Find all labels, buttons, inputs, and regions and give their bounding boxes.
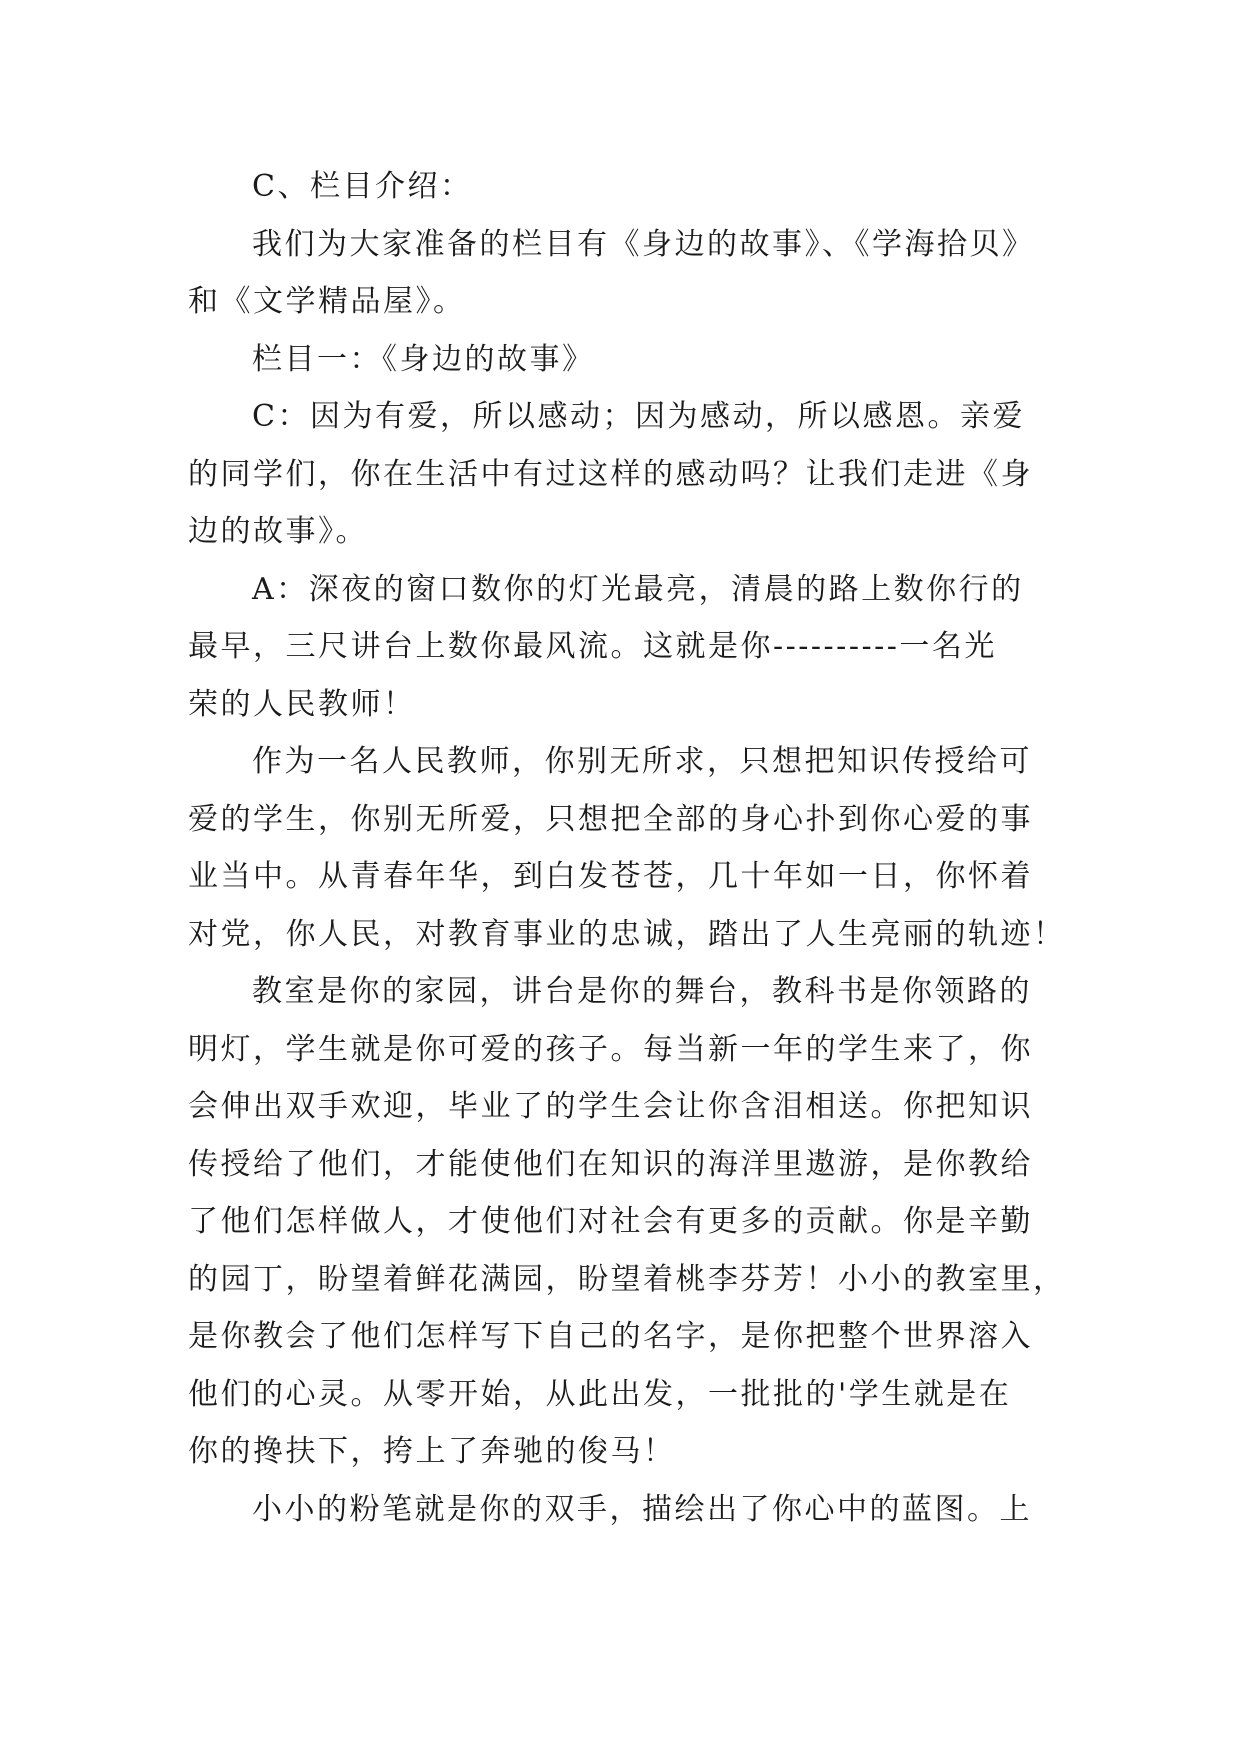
paragraph-line: 了他们怎样做人，才使他们对社会有更多的贡献。你是辛勤 (188, 1204, 1033, 1239)
paragraph-line: 爱的学生，你别无所爱，只想把全部的身心扑到你心爱的事 (188, 801, 1033, 837)
paragraph-line: 的同学们，你在生活中有过这样的感动吗？让我们走进《身 (188, 456, 1033, 492)
paragraph-line: 小小的粉笔就是你的双手，描绘出了你心中的蓝图。上 (252, 1491, 1032, 1527)
paragraph-line: 明灯，学生就是你可爱的孩子。每当新一年的学生来了，你 (188, 1031, 1033, 1067)
paragraph-line: 我们为大家准备的栏目有《身边的故事》、《学海拾贝》 (252, 226, 1035, 262)
paragraph-line: 边的故事》。 (188, 514, 368, 549)
paragraph-line: 的园丁，盼望着鲜花满园，盼望着桃李芬芳！小小的教室里， (188, 1261, 1066, 1297)
section-heading: C、栏目介绍： (252, 169, 473, 204)
paragraph-line: A：深夜的窗口数你的灯光最亮，清晨的路上数你行的 (252, 571, 1024, 607)
paragraph-line: 和《文学精品屋》。 (188, 284, 466, 319)
paragraph-line: 会伸出双手欢迎，毕业了的学生会让你含泪相送。你把知识 (188, 1089, 1033, 1124)
paragraph-line: 对党，你人民，对教育事业的忠诚，踏出了人生亮丽的轨迹！ (188, 916, 1066, 952)
column-title: 栏目一：《身边的故事》 (252, 341, 595, 377)
paragraph-line: C：因为有爱，所以感动；因为感动，所以感恩。亲爱 (252, 399, 1025, 434)
paragraph-line: 你的搀扶下，挎上了奔驰的俊马！ (188, 1434, 676, 1469)
paragraph-line: 是你教会了他们怎样写下自己的名字，是你把整个世界溶入 (188, 1319, 1033, 1354)
paragraph-line: 最早，三尺讲台上数你最风流。这就是你----------一名光 (188, 629, 997, 664)
paragraph-line: 业当中。从青春年华，到白发苍苍，几十年如一日，你怀着 (188, 859, 1033, 894)
document-body (188, 158, 1066, 1538)
paragraph-line: 他们的心灵。从零开始，从此出发，一批批的'学生就是在 (188, 1376, 1012, 1412)
paragraph-line: 作为一名人民教师，你别无所求，只想把知识传授给可 (252, 744, 1032, 779)
paragraph-line: 教室是你的家园，讲台是你的舞台，教科书是你领路的 (252, 974, 1032, 1009)
paragraph-line: 荣的人民教师！ (188, 686, 416, 722)
paragraph-line: 传授给了他们，才能使他们在知识的海洋里遨游，是你教给 (188, 1146, 1033, 1182)
